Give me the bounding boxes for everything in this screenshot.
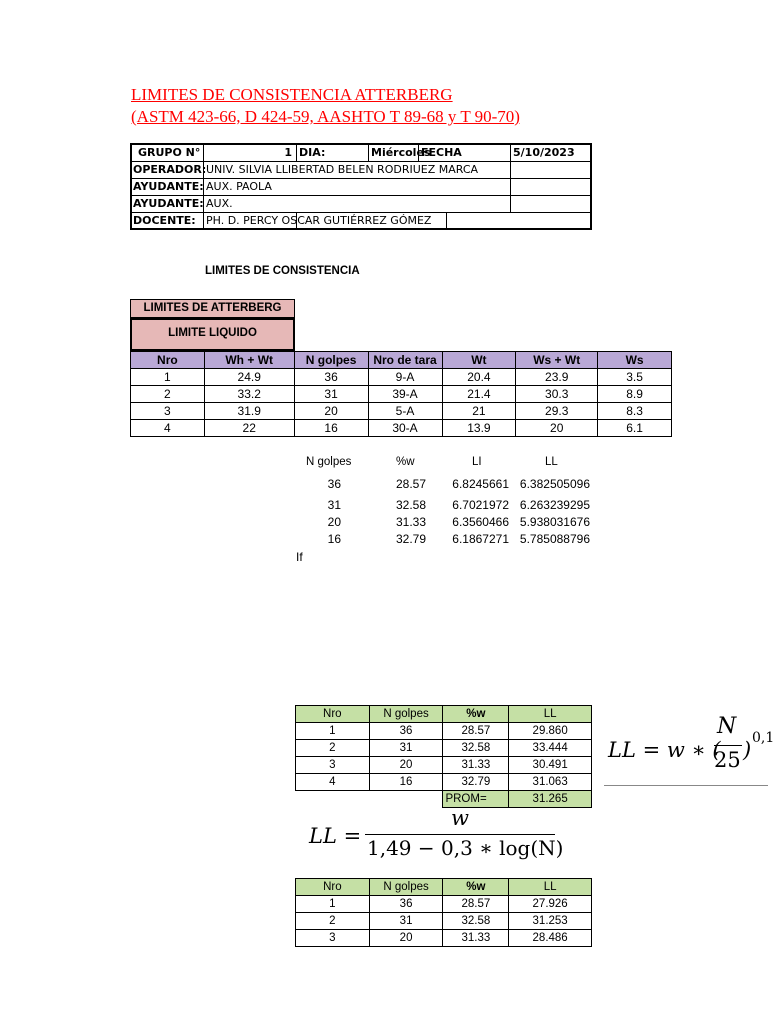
col-header: N golpes xyxy=(294,352,368,369)
table-cell: 31.33 xyxy=(443,757,509,774)
table-cell: 3 xyxy=(296,757,370,774)
table-row xyxy=(131,369,672,386)
table-cell: 32.58 xyxy=(443,740,509,757)
table-cell: 20 xyxy=(294,403,368,420)
col-header: %w xyxy=(443,706,509,723)
prom-value: 31.265 xyxy=(509,791,592,808)
table-cell: 23.9 xyxy=(516,369,598,386)
calc-header-li: LI xyxy=(472,456,482,468)
table-row xyxy=(296,930,592,947)
dia-value: Miércoles xyxy=(371,146,431,159)
table-cell: 33.2 xyxy=(204,386,294,403)
ll-table-2 xyxy=(295,878,592,947)
operador-value: UNIV. SILVIA LLIBERTAD BELEN RODRIUEZ MARCA xyxy=(206,163,479,176)
table-cell: 22 xyxy=(204,420,294,437)
formula-1-rhs: ) xyxy=(743,738,752,762)
table-cell: 29.3 xyxy=(516,403,598,420)
col-header: N golpes xyxy=(369,706,443,723)
col-header: Nro xyxy=(296,879,370,896)
table-cell: 29.860 xyxy=(509,723,592,740)
table-cell: 1 xyxy=(296,723,370,740)
col-header: Wt xyxy=(442,352,516,369)
ayudante-1-label: AYUDANTE: xyxy=(133,180,204,193)
formula-2-lhs: LL = xyxy=(309,824,362,848)
ayudante-1-value: AUX. PAOLA xyxy=(206,180,272,193)
table-cell: 16 xyxy=(369,774,443,791)
box-limite-liquido-label: LIMITE LIQUIDO xyxy=(168,327,257,339)
fecha-value: 5/10/2023 xyxy=(513,146,575,159)
table-cell: 2 xyxy=(296,740,370,757)
table-cell: 4 xyxy=(131,420,205,437)
calc-cell: 16 xyxy=(327,532,341,546)
table-cell: 30-A xyxy=(368,420,442,437)
prom-row xyxy=(296,791,592,808)
formula-1-lhs: LL = w ∗ ( xyxy=(608,738,721,762)
formula-ll-log xyxy=(305,806,564,866)
table-row xyxy=(296,757,592,774)
table-cell: 28.57 xyxy=(443,896,509,913)
col-header: LL xyxy=(509,879,592,896)
formula-ll-power xyxy=(604,712,774,786)
table-cell: 6.1 xyxy=(598,420,672,437)
table-cell: 28.57 xyxy=(443,723,509,740)
dia-label: DIA: xyxy=(299,146,326,159)
grupo-label: GRUPO N° xyxy=(138,146,201,159)
table-cell: 27.926 xyxy=(509,896,592,913)
table-cell: 21.4 xyxy=(442,386,516,403)
table-row xyxy=(296,723,592,740)
calc-note: If xyxy=(296,550,303,564)
col-header: Nro xyxy=(131,352,205,369)
table-cell: 4 xyxy=(296,774,370,791)
table-cell: 2 xyxy=(131,386,205,403)
table-cell: 36 xyxy=(369,896,443,913)
calc-cell: 6.382505096 xyxy=(519,477,590,491)
table-cell: 30.3 xyxy=(516,386,598,403)
table-cell: 3 xyxy=(296,930,370,947)
ll-table-1-header xyxy=(296,706,592,723)
col-header: Nro de tara xyxy=(368,352,442,369)
table-cell: 9-A xyxy=(368,369,442,386)
calc-cell: 6.7021972 xyxy=(452,498,509,512)
table-cell: 31 xyxy=(369,913,443,930)
calc-cell: 5.938031676 xyxy=(519,515,590,529)
table-cell: 32.79 xyxy=(443,774,509,791)
docente-label: DOCENTE: xyxy=(133,214,196,227)
table-cell: 20 xyxy=(369,757,443,774)
ayudante-2-label: AYUDANTE: xyxy=(133,197,204,210)
table-row xyxy=(296,913,592,930)
table-row xyxy=(296,740,592,757)
box-limite-liquido xyxy=(130,318,295,351)
table-cell: 33.444 xyxy=(509,740,592,757)
calc-header-ngolpes: N golpes xyxy=(306,456,352,468)
calc-cell: 36 xyxy=(327,477,341,491)
col-header: Wh + Wt xyxy=(204,352,294,369)
col-header: N golpes xyxy=(369,879,443,896)
table-cell: 2 xyxy=(296,913,370,930)
calc-cell: 20 xyxy=(327,515,341,529)
table-cell: 8.3 xyxy=(598,403,672,420)
table-cell: 36 xyxy=(369,723,443,740)
section-heading: LIMITES DE CONSISTENCIA xyxy=(205,265,360,277)
operador-label: OPERADOR: xyxy=(133,163,207,176)
table-cell: 3.5 xyxy=(598,369,672,386)
table-cell: 5-A xyxy=(368,403,442,420)
calc-cell: 6.1867271 xyxy=(452,532,509,546)
table-cell: 28.486 xyxy=(509,930,592,947)
info-block xyxy=(130,143,592,230)
grupo-value: 1 xyxy=(284,146,292,159)
calc-cell: 32.79 xyxy=(395,532,426,546)
box-limites-atterberg-label: LIMITES DE ATTERBERG xyxy=(143,302,282,314)
col-header: %w xyxy=(443,879,509,896)
calc-header-w: %w xyxy=(396,456,415,468)
table-cell: 31.063 xyxy=(509,774,592,791)
table-row xyxy=(296,896,592,913)
main-table-header xyxy=(131,352,672,369)
table-cell: 1 xyxy=(131,369,205,386)
main-table xyxy=(130,351,672,437)
table-row xyxy=(296,774,592,791)
docente-value: PH. D. PERCY OSCAR GUTIÉRREZ GÓMEZ xyxy=(206,214,432,227)
table-cell: 36 xyxy=(294,369,368,386)
table-cell: 20.4 xyxy=(442,369,516,386)
prom-label: PROM= xyxy=(443,791,509,808)
calc-cell: 6.3560466 xyxy=(452,515,509,529)
col-header: Ws + Wt xyxy=(516,352,598,369)
formula-2-den: 1,49 − 0,3 ∗ log(N) xyxy=(367,836,564,860)
table-row xyxy=(131,386,672,403)
calc-cell: 6.8245661 xyxy=(452,477,509,491)
table-cell: 24.9 xyxy=(204,369,294,386)
table-cell: 13.9 xyxy=(442,420,516,437)
title-line-2: (ASTM 423-66, D 424-59, AASHTO T 89-68 y T 90-70) xyxy=(131,107,520,126)
table-cell: 16 xyxy=(294,420,368,437)
table-cell: 21 xyxy=(442,403,516,420)
table-cell: 31 xyxy=(369,740,443,757)
ll-table-1 xyxy=(295,705,592,808)
table-cell: 30.491 xyxy=(509,757,592,774)
formula-1-exp: 0,1 xyxy=(752,730,774,746)
ayudante-2-value: AUX. xyxy=(206,197,233,210)
ll-table-2-header xyxy=(296,879,592,896)
calc-cell: 31.33 xyxy=(395,515,426,529)
calc-cell: 6.263239295 xyxy=(519,498,590,512)
formula-1-num: N xyxy=(717,714,737,739)
calc-cell: 31 xyxy=(327,498,341,512)
table-cell: 39-A xyxy=(368,386,442,403)
table-cell: 31.9 xyxy=(204,403,294,420)
table-cell: 32.58 xyxy=(443,913,509,930)
col-header: Ws xyxy=(598,352,672,369)
calc-cell: 5.785088796 xyxy=(519,532,590,546)
calc-cell: 32.58 xyxy=(395,498,426,512)
title-line-1: LIMITES DE CONSISTENCIA ATTERBERG xyxy=(131,85,453,104)
table-cell: 8.9 xyxy=(598,386,672,403)
table-cell: 31.33 xyxy=(443,930,509,947)
table-cell: 20 xyxy=(369,930,443,947)
col-header: LL xyxy=(509,706,592,723)
table-cell: 31.253 xyxy=(509,913,592,930)
table-cell: 1 xyxy=(296,896,370,913)
box-limites-atterberg xyxy=(130,299,295,318)
table-cell: 3 xyxy=(131,403,205,420)
formula-2-num: w xyxy=(451,806,469,830)
table-row xyxy=(131,403,672,420)
col-header: Nro xyxy=(296,706,370,723)
table-row xyxy=(131,420,672,437)
fecha-label: FECHA xyxy=(421,146,462,159)
table-cell: 20 xyxy=(516,420,598,437)
table-cell: 31 xyxy=(294,386,368,403)
calc-cell: 28.57 xyxy=(395,477,426,491)
calc-header-ll: LL xyxy=(545,456,558,468)
formula-1-den: 25 xyxy=(714,748,741,772)
